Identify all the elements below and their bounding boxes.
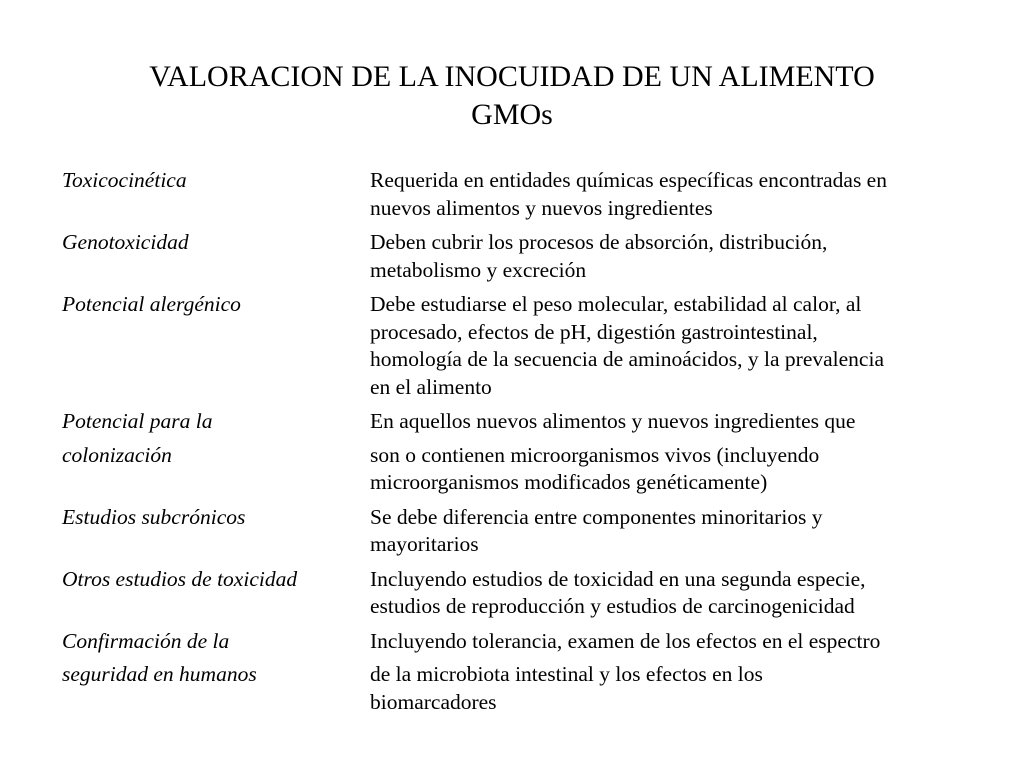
table-row: [62, 229, 997, 284]
row-description-line: Debe estudiarse el peso molecular, estabilidad al calor, al: [370, 292, 862, 316]
row-description-line: Deben cubrir los procesos de absorción, distribución,: [370, 230, 828, 254]
row-label-line: colonización: [62, 442, 172, 467]
row-label-line: Confirmación de la: [62, 628, 230, 653]
slide-title-line-1: VALORACION DE LA INOCUIDAD DE UN ALIMENTO: [149, 60, 875, 93]
row-description: [370, 291, 997, 401]
row-label-line: Estudios subcrónicos: [62, 504, 246, 529]
table-row: [62, 628, 997, 717]
row-label: [62, 229, 370, 257]
row-description-line: en el alimento: [370, 374, 492, 399]
row-label: [62, 291, 370, 319]
table-row: [62, 566, 997, 621]
row-description: [370, 167, 997, 222]
row-description-line: son o contienen microorganismos vivos (incluyendo: [370, 442, 820, 467]
table-row: [62, 167, 997, 222]
row-description-line: metabolismo y excreción: [370, 257, 587, 282]
row-label: [62, 504, 370, 532]
row-description-line: homología de la secuencia de aminoácidos, y la prevalencia: [370, 347, 884, 371]
row-description-line: Requerida en entidades químicas específicas encontradas en: [370, 168, 887, 192]
row-description-line: Incluyendo tolerancia, examen de los efectos en el espectro: [370, 628, 881, 653]
row-label-line: seguridad en humanos: [62, 662, 257, 686]
row-description: [370, 408, 997, 497]
slide-title: [0, 58, 1024, 134]
row-description: [370, 628, 997, 717]
row-label: [62, 167, 370, 195]
row-description-line: nuevos alimentos y nuevos ingredientes: [370, 195, 713, 220]
row-label-line: Genotoxicidad: [62, 230, 189, 254]
table-row: [62, 291, 997, 401]
slide-title-line-2: GMOs: [471, 98, 553, 131]
row-label: [62, 566, 370, 594]
row-description-line: de la microbiota intestinal y los efectos en los: [370, 662, 763, 686]
table-row: [62, 408, 997, 497]
row-description-line: En aquellos nuevos alimentos y nuevos ingredientes que: [370, 409, 856, 433]
table-row: [62, 504, 997, 559]
row-description-line: biomarcadores: [370, 689, 497, 714]
row-label-line: Toxicocinética: [62, 168, 187, 192]
row-description-line: estudios de reproducción y estudios de carcinogenicidad: [370, 594, 855, 618]
assessment-table: [62, 167, 997, 723]
row-description: [370, 566, 997, 621]
row-label-line: Otros estudios de toxicidad: [62, 566, 298, 591]
row-label-line: Potencial para la: [62, 409, 213, 433]
row-description-line: Incluyendo estudios de toxicidad en una segunda especie,: [370, 566, 866, 591]
row-description-line: microorganismos modificados genéticamente): [370, 470, 768, 494]
row-description: [370, 229, 997, 284]
row-label-line: Potencial alergénico: [62, 292, 241, 316]
row-description-line: procesado, efectos de pH, digestión gastrointestinal,: [370, 319, 818, 344]
row-description-line: Se debe diferencia entre componentes minoritarios y: [370, 504, 823, 529]
row-description-line: mayoritarios: [370, 532, 479, 556]
row-label: [62, 408, 370, 469]
row-description: [370, 504, 997, 559]
row-label: [62, 628, 370, 689]
